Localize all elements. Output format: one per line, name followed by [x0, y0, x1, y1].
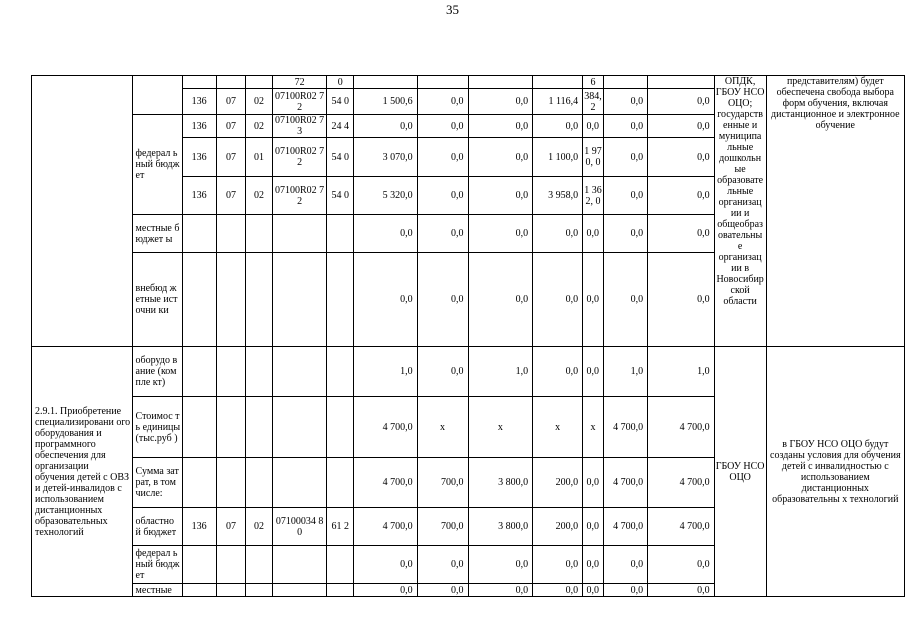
value-cell: 0,0: [603, 115, 647, 138]
value-cell: 0,0: [648, 177, 715, 215]
value-cell: 0,0: [417, 177, 468, 215]
value-cell: 0,0: [417, 138, 468, 177]
page-number: 35: [446, 2, 459, 17]
table-cell: [216, 215, 245, 253]
value-cell: 0,0: [417, 347, 468, 397]
value-cell: 0,0: [603, 546, 647, 584]
code-cell: 24 4: [327, 115, 353, 138]
source-cell: Сумма затрат, в том числе:: [132, 458, 182, 508]
table-cell: [327, 253, 353, 347]
source-cell: [132, 76, 182, 115]
value-cell: 0,0: [417, 253, 468, 347]
code-cell: 07100R02 72: [272, 177, 327, 215]
code-cell: 72: [272, 76, 327, 89]
table-cell: 136: [182, 177, 216, 215]
table-cell: [327, 546, 353, 584]
table-cell: [272, 347, 327, 397]
table-cell: 07: [216, 508, 245, 546]
table-cell: [272, 253, 327, 347]
source-cell: федерал ьный бюджет: [132, 546, 182, 584]
value-cell: 0,0: [648, 546, 715, 584]
value-cell: 0,0: [353, 115, 417, 138]
value-cell: 3 800,0: [468, 508, 533, 546]
table-cell: [327, 458, 353, 508]
value-cell: 0,0: [417, 215, 468, 253]
value-cell: 0,0: [468, 115, 533, 138]
value-cell: 5 320,0: [353, 177, 417, 215]
table-cell: [182, 546, 216, 584]
table-cell: [216, 347, 245, 397]
table-cell: 02: [246, 89, 272, 115]
value-cell: 4 700,0: [648, 458, 715, 508]
value-cell: 1,0: [353, 347, 417, 397]
table-cell: [216, 546, 245, 584]
value-cell: 0,0: [603, 215, 647, 253]
table-cell: [353, 76, 417, 89]
table-cell: [272, 546, 327, 584]
value-cell: 1 116,4: [533, 89, 583, 115]
table-row: [32, 76, 905, 89]
value-cell: 0,0: [648, 215, 715, 253]
value-cell: 0,0: [468, 215, 533, 253]
source-cell: Стоимос ть единицы (тыс.руб ): [132, 397, 182, 458]
table-cell: [533, 76, 583, 89]
value-cell: 4 700,0: [603, 458, 647, 508]
value-cell: 4 700,0: [603, 508, 647, 546]
result-cell: представителям) будет обеспечена свобода выбора форм обучения, включая дистанционное и электронное обучение: [766, 76, 904, 347]
value-cell: 0,0: [533, 347, 583, 397]
table-cell: 02: [246, 177, 272, 215]
value-cell: 4 700,0: [353, 397, 417, 458]
value-cell: 0,0: [583, 508, 604, 546]
value-cell: 0,0: [648, 115, 715, 138]
table-cell: [603, 76, 647, 89]
table-cell: [246, 76, 272, 89]
table-cell: 07: [216, 89, 245, 115]
value-cell: 0,0: [417, 584, 468, 597]
table-cell: 136: [182, 115, 216, 138]
value-cell: 0,0: [583, 546, 604, 584]
value-cell: x: [468, 397, 533, 458]
code-cell: 07100034 80: [272, 508, 327, 546]
value-cell: x: [533, 397, 583, 458]
value-cell: 0,0: [417, 115, 468, 138]
value-cell: 0,0: [533, 253, 583, 347]
table-cell: [648, 76, 715, 89]
value-cell: 0,0: [603, 138, 647, 177]
code-cell: 07100R02 72: [272, 138, 327, 177]
source-cell: внебюд жетные источни ки: [132, 253, 182, 347]
value-cell: 1 100,0: [533, 138, 583, 177]
table-cell: [246, 546, 272, 584]
value-cell: 4 700,0: [648, 397, 715, 458]
table-cell: [182, 397, 216, 458]
value-cell: 1,0: [468, 347, 533, 397]
value-cell: 0,0: [353, 584, 417, 597]
value-cell: 0,0: [648, 253, 715, 347]
value-cell: 1,0: [603, 347, 647, 397]
table-cell: 07: [216, 177, 245, 215]
value-cell: 0,0: [583, 347, 604, 397]
source-cell: местные: [132, 584, 182, 597]
value-cell: 0,0: [533, 546, 583, 584]
value-cell: 0,0: [603, 89, 647, 115]
table-cell: [216, 76, 245, 89]
source-cell: местные бюджет ы: [132, 215, 182, 253]
table-cell: [272, 458, 327, 508]
table-cell: [182, 76, 216, 89]
table-cell: 136: [182, 508, 216, 546]
table-cell: [468, 76, 533, 89]
table-cell: 02: [246, 508, 272, 546]
table-cell: [327, 584, 353, 597]
table-cell: [246, 253, 272, 347]
value-cell: 3 958,0: [533, 177, 583, 215]
table-cell: [272, 215, 327, 253]
table-cell: [246, 458, 272, 508]
value-cell: 4 700,0: [353, 458, 417, 508]
value-cell: 0,0: [468, 546, 533, 584]
value-cell: 0,0: [603, 584, 647, 597]
table-cell: 07: [216, 115, 245, 138]
source-cell: областно й бюджет: [132, 508, 182, 546]
value-cell: 0,0: [583, 115, 604, 138]
table-cell: [182, 347, 216, 397]
value-cell: x: [417, 397, 468, 458]
table-cell: [182, 215, 216, 253]
value-cell: 0,0: [533, 584, 583, 597]
table-cell: [216, 584, 245, 597]
code-cell: 54 0: [327, 138, 353, 177]
result-cell: в ГБОУ НСО ОЦО будут созданы условия для обучения детей с инвалидностью с использованием дистанционных образовательны х технологий: [766, 347, 904, 597]
table-cell: [327, 397, 353, 458]
table-cell: [272, 584, 327, 597]
value-cell: 1 362, 0: [583, 177, 604, 215]
value-cell: 0,0: [583, 458, 604, 508]
value-cell: x: [583, 397, 604, 458]
code-cell: 07100R02 73: [272, 115, 327, 138]
code-cell: 61 2: [327, 508, 353, 546]
value-cell: 0,0: [583, 215, 604, 253]
table-cell: [216, 458, 245, 508]
table-cell: [246, 215, 272, 253]
value-cell: 0,0: [417, 546, 468, 584]
code-cell: 54 0: [327, 177, 353, 215]
code-cell: 07100R02 72: [272, 89, 327, 115]
value-cell: 0,0: [417, 89, 468, 115]
executor-cell: ОПДК, ГБОУ НСО ОЦО; государств енные и муниципа льные дошкольн ые образовате льные организац ии и общеобраз овательны е организац ии в Новосибир ской области: [714, 76, 766, 347]
value-cell: 1 500,6: [353, 89, 417, 115]
value-cell: 0,0: [468, 138, 533, 177]
value-cell: 0,0: [533, 215, 583, 253]
value-cell: 0,0: [468, 253, 533, 347]
table-cell: [327, 215, 353, 253]
program-activities-table: [31, 75, 905, 597]
value-cell: 1,0: [648, 347, 715, 397]
value-cell: 700,0: [417, 458, 468, 508]
value-cell: 0,0: [353, 215, 417, 253]
value-cell: 0,0: [603, 253, 647, 347]
value-cell: 0,0: [583, 584, 604, 597]
table-cell: [246, 584, 272, 597]
value-cell: 1 970, 0: [583, 138, 604, 177]
value-cell: 200,0: [533, 458, 583, 508]
table-cell: [417, 76, 468, 89]
source-cell: федерал ьный бюджет: [132, 115, 182, 215]
executor-cell: ГБОУ НСО ОЦО: [714, 347, 766, 597]
activity-name-cell: [32, 76, 133, 347]
table-cell: 02: [246, 115, 272, 138]
value-cell: 0,0: [353, 546, 417, 584]
value-cell: 0,0: [468, 584, 533, 597]
value-cell: 0,0: [648, 138, 715, 177]
value-cell: 0,0: [353, 253, 417, 347]
table-cell: [216, 253, 245, 347]
value-cell: 4 700,0: [353, 508, 417, 546]
value-cell: 0,0: [648, 584, 715, 597]
value-cell: 4 700,0: [603, 397, 647, 458]
table-cell: [182, 253, 216, 347]
table-cell: 6: [583, 76, 604, 89]
code-cell: 54 0: [327, 89, 353, 115]
value-cell: 4 700,0: [648, 508, 715, 546]
table-cell: 01: [246, 138, 272, 177]
table-cell: [216, 397, 245, 458]
table-row: [32, 347, 905, 397]
table-cell: 07: [216, 138, 245, 177]
table-cell: [272, 397, 327, 458]
table-cell: [182, 584, 216, 597]
value-cell: 200,0: [533, 508, 583, 546]
value-cell: 0,0: [468, 177, 533, 215]
value-cell: 3 070,0: [353, 138, 417, 177]
value-cell: 0,0: [603, 177, 647, 215]
value-cell: 0,0: [533, 115, 583, 138]
code-cell: 0: [327, 76, 353, 89]
value-cell: 0,0: [583, 253, 604, 347]
value-cell: 0,0: [468, 89, 533, 115]
table-cell: 136: [182, 138, 216, 177]
table-cell: [246, 397, 272, 458]
activity-name-cell: 2.9.1. Приобретение специализировани ого оборудования и программного обеспечения для организации обучения детей с ОВЗ и детей-инвалидов с использованием дистанционных образовательных технологий: [32, 347, 133, 597]
value-cell: 700,0: [417, 508, 468, 546]
source-cell: оборудо вание (комплe кт): [132, 347, 182, 397]
value-cell: 0,0: [648, 89, 715, 115]
value-cell: 384, 2: [584, 90, 602, 113]
table-cell: [327, 347, 353, 397]
value-cell: 3 800,0: [468, 458, 533, 508]
table-cell: [182, 458, 216, 508]
table-cell: 136: [182, 89, 216, 115]
table-cell: [246, 347, 272, 397]
